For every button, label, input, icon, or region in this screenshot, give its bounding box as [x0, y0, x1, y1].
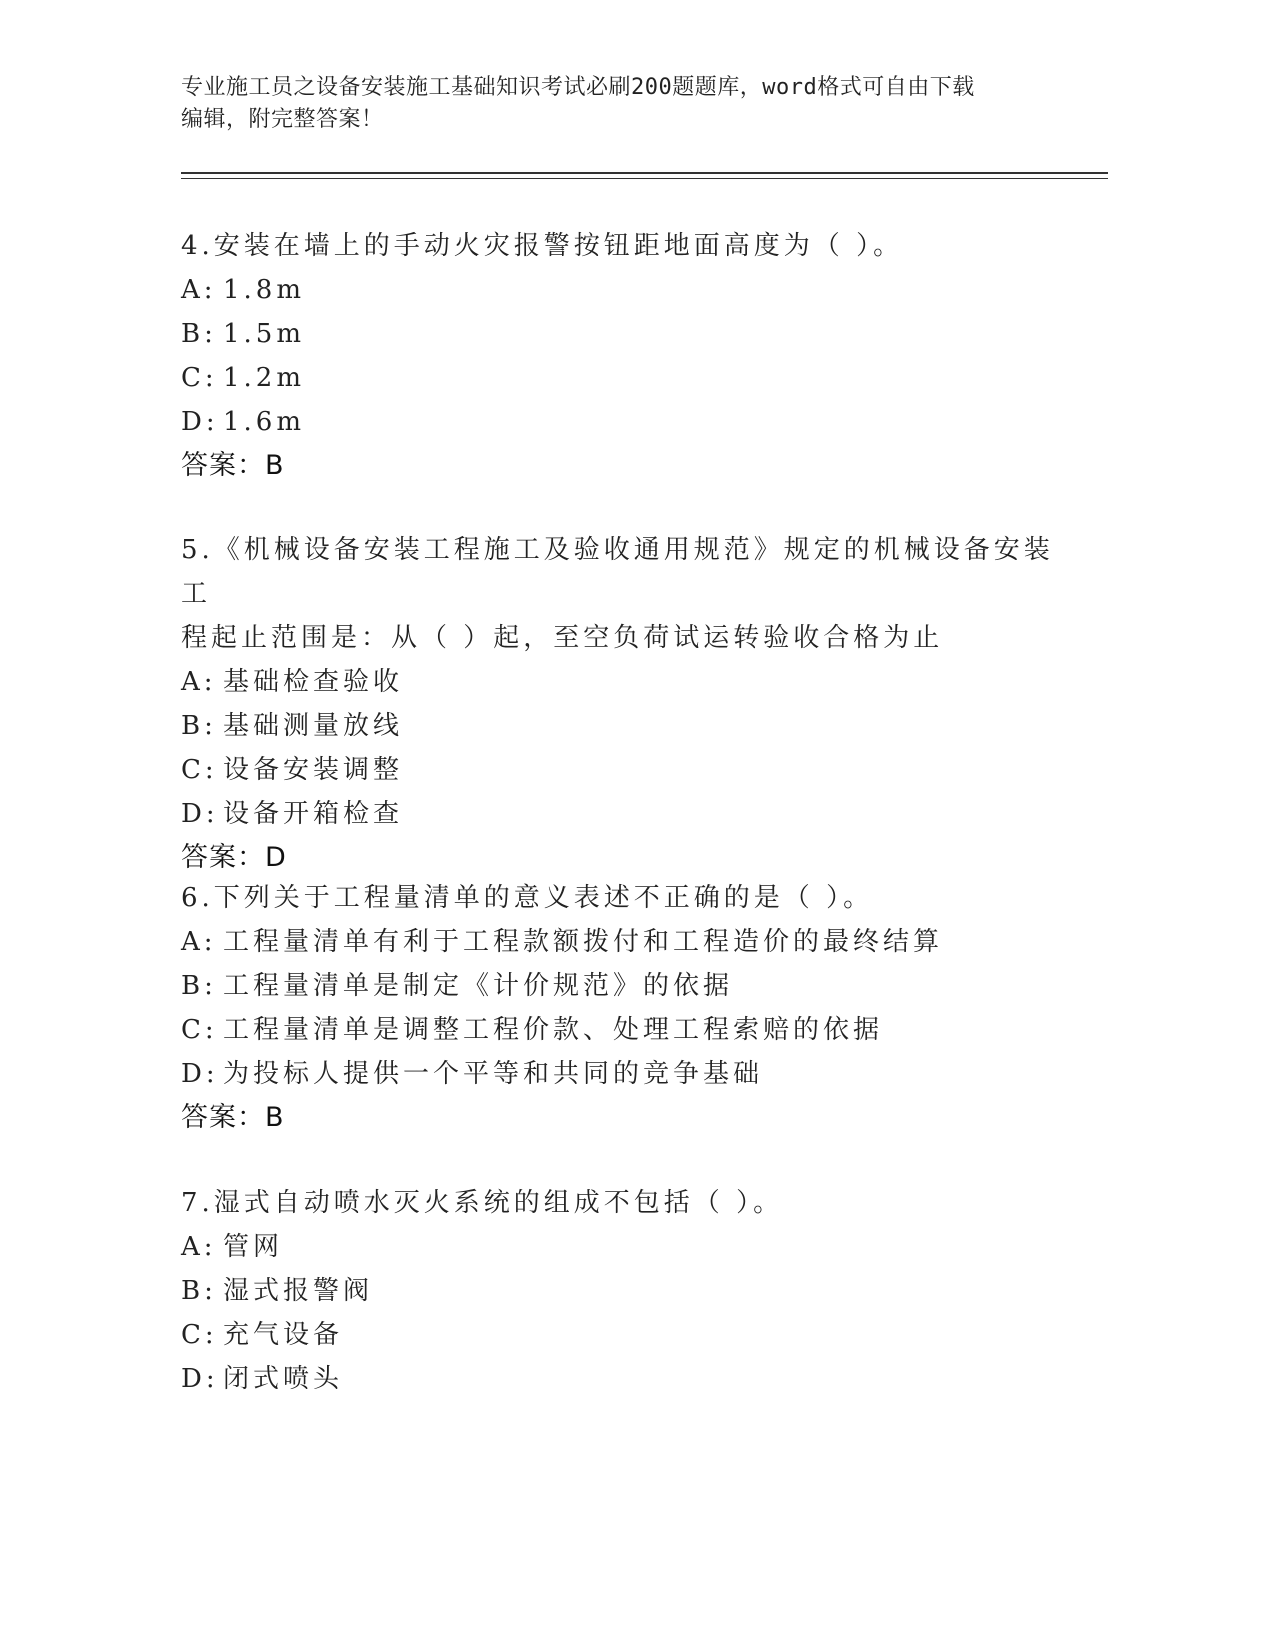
option-text: 1.5m	[223, 319, 306, 349]
option-c	[181, 356, 1061, 400]
answer-line: 答案：D	[181, 842, 287, 873]
question-stem: 6.下列关于工程量清单的意义表述不正确的是（ ）。	[181, 883, 874, 913]
option-text: 工程量清单是制定《计价规范》的依据	[223, 971, 734, 1001]
option-text: 充气设备	[223, 1320, 344, 1350]
option-key: B:	[181, 1276, 217, 1306]
question-stem-line-1: 5.《机械设备安装工程施工及验收通用规范》规定的机械设备安装工	[181, 535, 1054, 609]
header-line-2: 编辑，附完整答案！	[181, 107, 384, 132]
option-key: B:	[181, 319, 217, 349]
option-key: B:	[181, 971, 217, 1001]
option-key: D:	[181, 799, 219, 829]
question-5	[181, 528, 1061, 880]
option-a	[181, 920, 1061, 964]
option-text: 湿式报警阀	[223, 1276, 374, 1306]
option-key: C:	[181, 1320, 218, 1350]
option-a	[181, 660, 1061, 704]
option-text: 管网	[223, 1232, 284, 1262]
question-stem-line-2: 程起止范围是：从（ ）起，至空负荷试运转验收合格为止	[181, 623, 944, 653]
option-b	[181, 1269, 1061, 1313]
option-a	[181, 1225, 1061, 1269]
answer-line: 答案：B	[181, 1102, 285, 1133]
option-key: D:	[181, 407, 219, 437]
option-a	[181, 268, 1061, 312]
option-text: 设备安装调整	[223, 755, 404, 785]
option-text: 设备开箱检查	[223, 799, 404, 829]
question-stem: 7.湿式自动喷水灭火系统的组成不包括（ ）。	[181, 1188, 784, 1218]
option-text: 闭式喷头	[223, 1364, 344, 1394]
option-b	[181, 964, 1061, 1008]
question-6	[181, 876, 1061, 1140]
document-header	[181, 72, 1061, 136]
option-b	[181, 312, 1061, 356]
option-text: 工程量清单有利于工程款额拨付和工程造价的最终结算	[223, 927, 944, 957]
option-text: 基础测量放线	[223, 711, 404, 741]
option-c	[181, 1313, 1061, 1357]
header-divider-thin	[181, 178, 1108, 179]
option-d	[181, 792, 1061, 836]
option-key: A:	[181, 927, 217, 957]
header-divider-thick	[181, 172, 1108, 174]
option-key: A:	[181, 1232, 217, 1262]
answer-line: 答案：B	[181, 450, 285, 481]
option-c	[181, 1008, 1061, 1052]
option-key: B:	[181, 711, 217, 741]
option-key: C:	[181, 363, 218, 393]
question-4	[181, 224, 1061, 488]
question-7	[181, 1181, 1061, 1401]
option-d	[181, 400, 1061, 444]
header-line-1: 专业施工员之设备安装施工基础知识考试必刷200题题库，word格式可自由下载	[181, 75, 975, 100]
option-key: A:	[181, 275, 217, 305]
option-key: D:	[181, 1364, 219, 1394]
option-c	[181, 748, 1061, 792]
option-key: A:	[181, 667, 217, 697]
option-text: 基础检查验收	[223, 667, 404, 697]
option-d	[181, 1357, 1061, 1401]
option-key: D:	[181, 1059, 219, 1089]
option-key: C:	[181, 1015, 218, 1045]
option-text: 1.8m	[223, 275, 306, 305]
option-text: 为投标人提供一个平等和共同的竞争基础	[223, 1059, 764, 1089]
question-stem: 4.安装在墙上的手动火灾报警按钮距地面高度为（ ）。	[181, 231, 904, 261]
option-text: 工程量清单是调整工程价款、处理工程索赔的依据	[223, 1015, 884, 1045]
option-d	[181, 1052, 1061, 1096]
option-b	[181, 704, 1061, 748]
option-key: C:	[181, 755, 218, 785]
option-text: 1.2m	[223, 363, 306, 393]
option-text: 1.6m	[223, 407, 306, 437]
